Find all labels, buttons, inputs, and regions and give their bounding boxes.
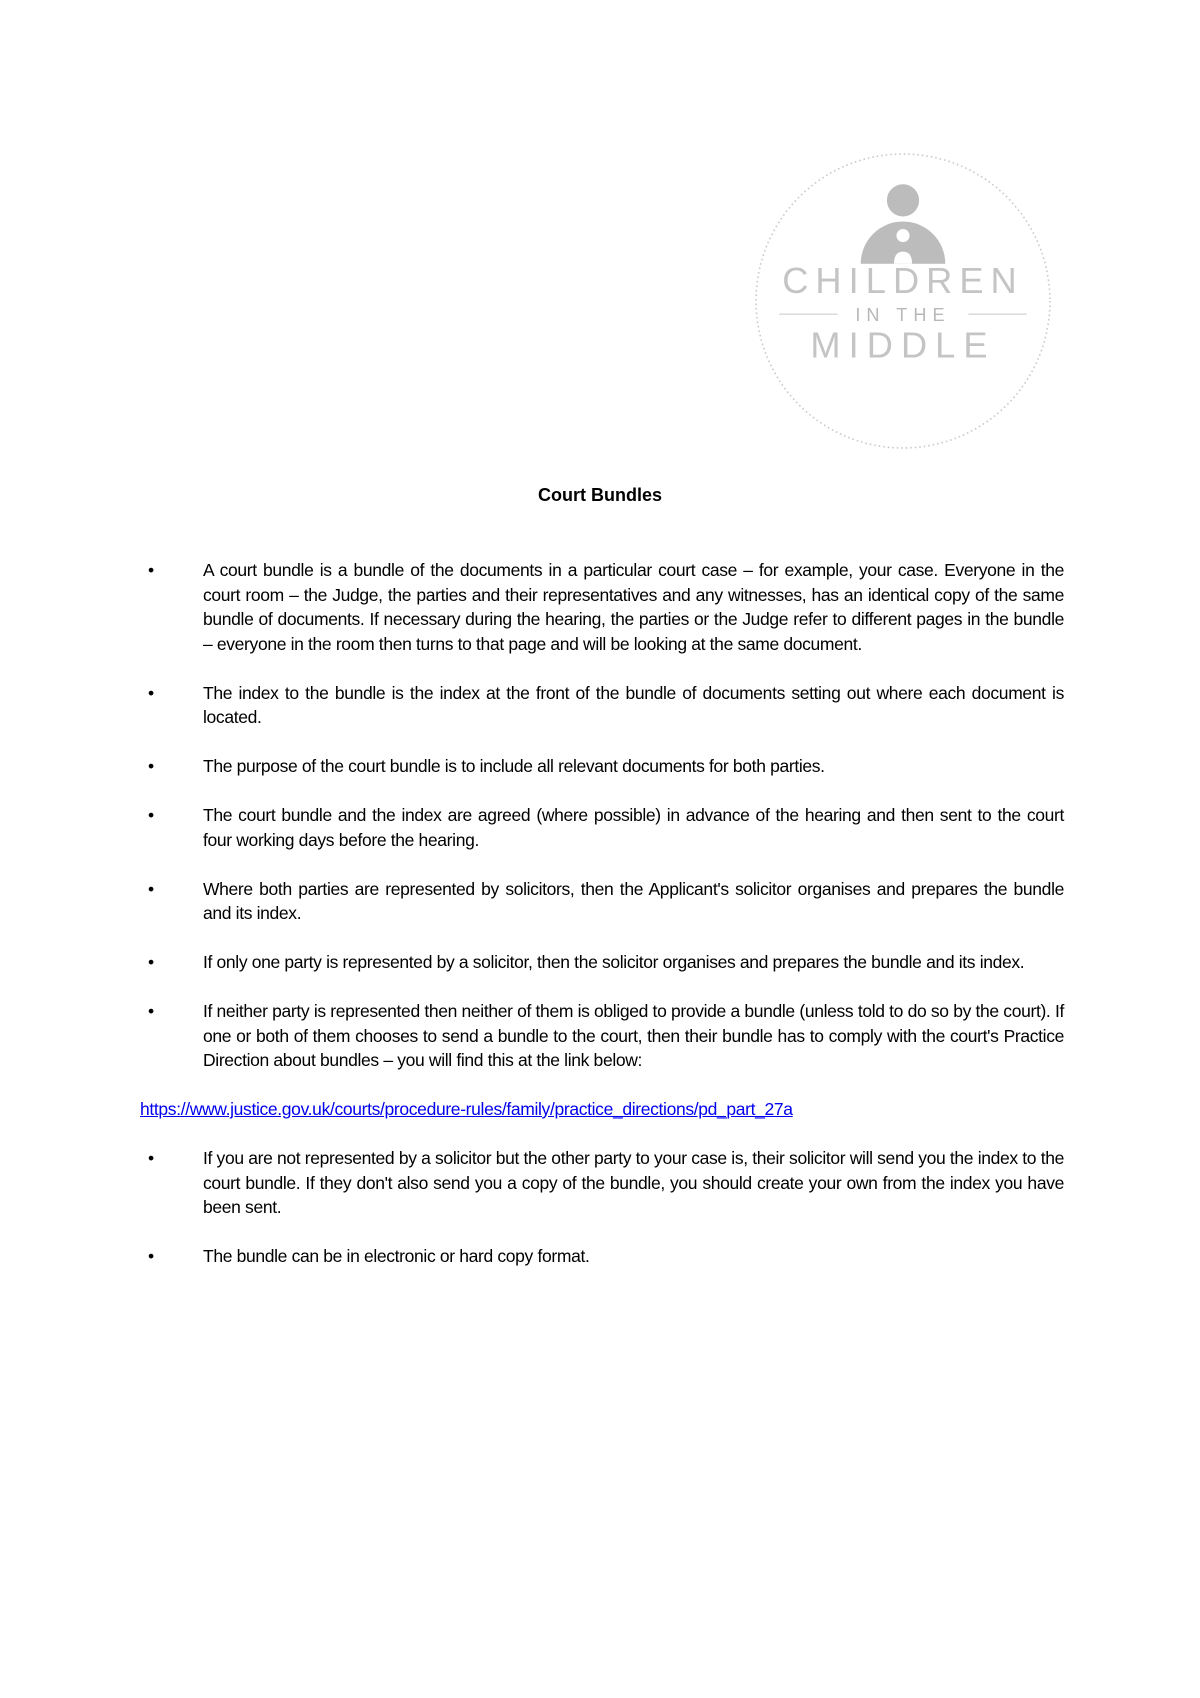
bullet-icon: • [148,1148,154,1168]
svg-text:CHILDREN: CHILDREN [782,259,1024,301]
list-item-text: The index to the bundle is the index at the front of the bundle of documents setting out where each document is located. [203,682,1064,727]
list-item-text: The bundle can be in electronic or hard copy format. [203,1246,590,1266]
list-item-text: If you are not represented by a solicitor but the other party to your case is, their solicitor will send you the index to the court bundle. If they don't also send you a copy of the bundle, you should create your own from the index you have been sent. [203,1148,1064,1217]
list-item [146,681,1064,730]
bullet-icon: • [148,805,154,825]
list-item [146,999,1064,1073]
list-item-text: If only one party is represented by a solicitor, then the solicitor organises and prepares the bundle and its index. [203,952,1025,972]
list-item [146,558,1064,656]
page-title: Court Bundles [538,485,662,505]
bullet-list [146,558,1064,1073]
list-item-text: The court bundle and the index are agreed (where possible) in advance of the hearing and then sent to the court four working days before the hearing. [203,805,1064,850]
list-item-text: A court bundle is a bundle of the documents in a particular court case – for example, your case. Everyone in the court room – the Judge, the parties and their representatives and any witnesses, has an identical copy of the same bundle of documents. If necessary during the hearing, the parties or the Judge refer to different pages in the bundle – everyone in the room then turns to that page and will be looking at the same document. [203,560,1064,654]
list-item-text: The purpose of the court bundle is to include all relevant documents for both parties. [203,756,825,776]
list-item [146,1244,1064,1269]
document-body [140,558,1064,1293]
list-item-text: If neither party is represented then neither of them is obliged to provide a bundle (unless told to do so by the court). If one or both of them chooses to send a bundle to the court, then their bundle has to comply with the court's Practice Direction about bundles – you will find this at the link below: [203,1001,1064,1070]
list-item-text: Where both parties are represented by solicitors, then the Applicant's solicitor organises and prepares the bundle and its index. [203,878,1064,923]
bullet-list [146,1146,1064,1269]
svg-text:IN THE: IN THE [855,305,951,326]
list-item [146,877,1064,926]
bullet-icon: • [148,1246,154,1266]
bullet-icon: • [148,560,154,580]
practice-direction-link[interactable]: https://www.justice.gov.uk/courts/procedure-rules/family/practice_directions/pd_part_27a [140,1099,793,1119]
bullet-icon: • [148,1001,154,1021]
list-item [146,950,1064,975]
list-item [146,1146,1064,1220]
bullet-icon: • [148,756,154,776]
list-item [146,803,1064,852]
svg-text:MIDDLE: MIDDLE [810,324,996,366]
bullet-icon: • [148,952,154,972]
list-item [146,754,1064,779]
bullet-icon: • [148,878,154,899]
bullet-icon: • [148,682,154,703]
children-in-the-middle-logo [752,150,1054,452]
